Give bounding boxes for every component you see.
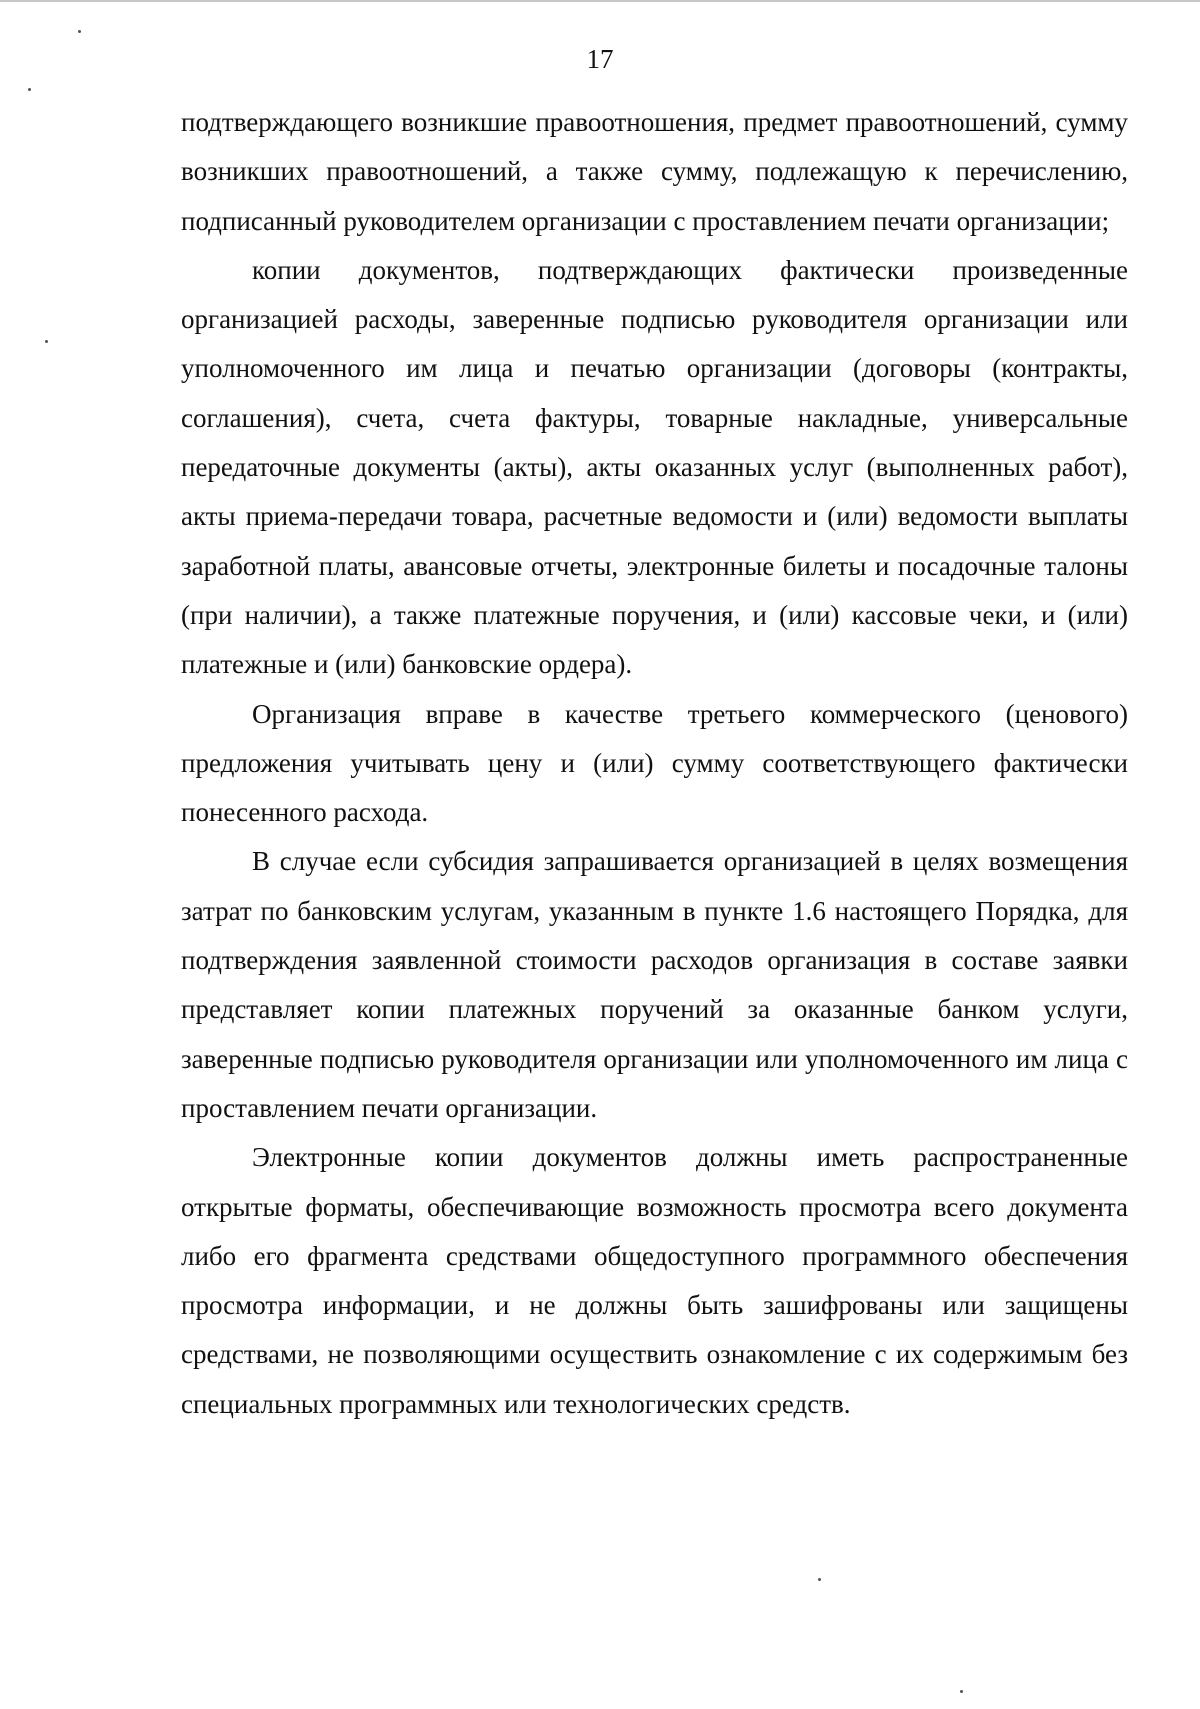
scan-speck (818, 1578, 821, 1581)
scan-speck (28, 88, 31, 91)
paragraph-4: В случае если субсидия запрашивается организацией в целях возмещения затрат по банковским услугам, указанным в пункте 1.6 настоящего Порядка, для подтверждения заявленной стоимости расходов организация в составе заявки представляет копии платежных поручений за оказанные банком услуги, заверенные подписью руководителя организации или уполномоченного им лица с проставлением печати организации. (181, 846, 1128, 1123)
paragraph-2: копии документов, подтверждающих фактически произведенные организацией расходы, заверенные подписью руководителя организации или уполномоченного им лица и печатью организации (договоры (контракты, соглашения), счета, счета фактуры, товарные накладные, универсальные передаточные документы (акты), акты оказанных услуг (выполненных работ), акты приема-передачи товара, расчетные ведомости и (или) ведомости выплаты заработной платы, авансовые отчеты, электронные билеты и посадочные талоны (при наличии), а также платежные поручения, и (или) кассовые чеки, и (или) платежные и (или) банковские ордера). (181, 254, 1128, 680)
paragraph-3: Организация вправе в качестве третьего коммерческого (ценового) предложения учитывать цену и (или) сумму соответствующего фактически понесенного расхода. (181, 698, 1128, 828)
scan-speck (960, 1690, 963, 1693)
scan-speck (45, 340, 48, 343)
paragraph-5: Электронные копии документов должны иметь распространенные открытые форматы, обеспечивающие возможность просмотра всего документа либо его фрагмента средствами общедоступного программного обеспечения просмотра информации, и не должны быть зашифрованы или защищены средствами, не позволяющими осуществить ознакомление с их содержимым без специальных программных или технологических средств. (181, 1142, 1128, 1419)
paragraph-1: подтверждающего возникшие правоотношения, предмет правоотношений, сумму возникших правоотношений, а также сумму, подлежащую к перечислению, подписанный руководителем организации с проставлением печати организации; (181, 107, 1128, 236)
document-body (181, 98, 1128, 1429)
scan-speck (78, 30, 81, 33)
page-number: 17 (586, 44, 614, 74)
scan-edge-line (0, 0, 1200, 2)
